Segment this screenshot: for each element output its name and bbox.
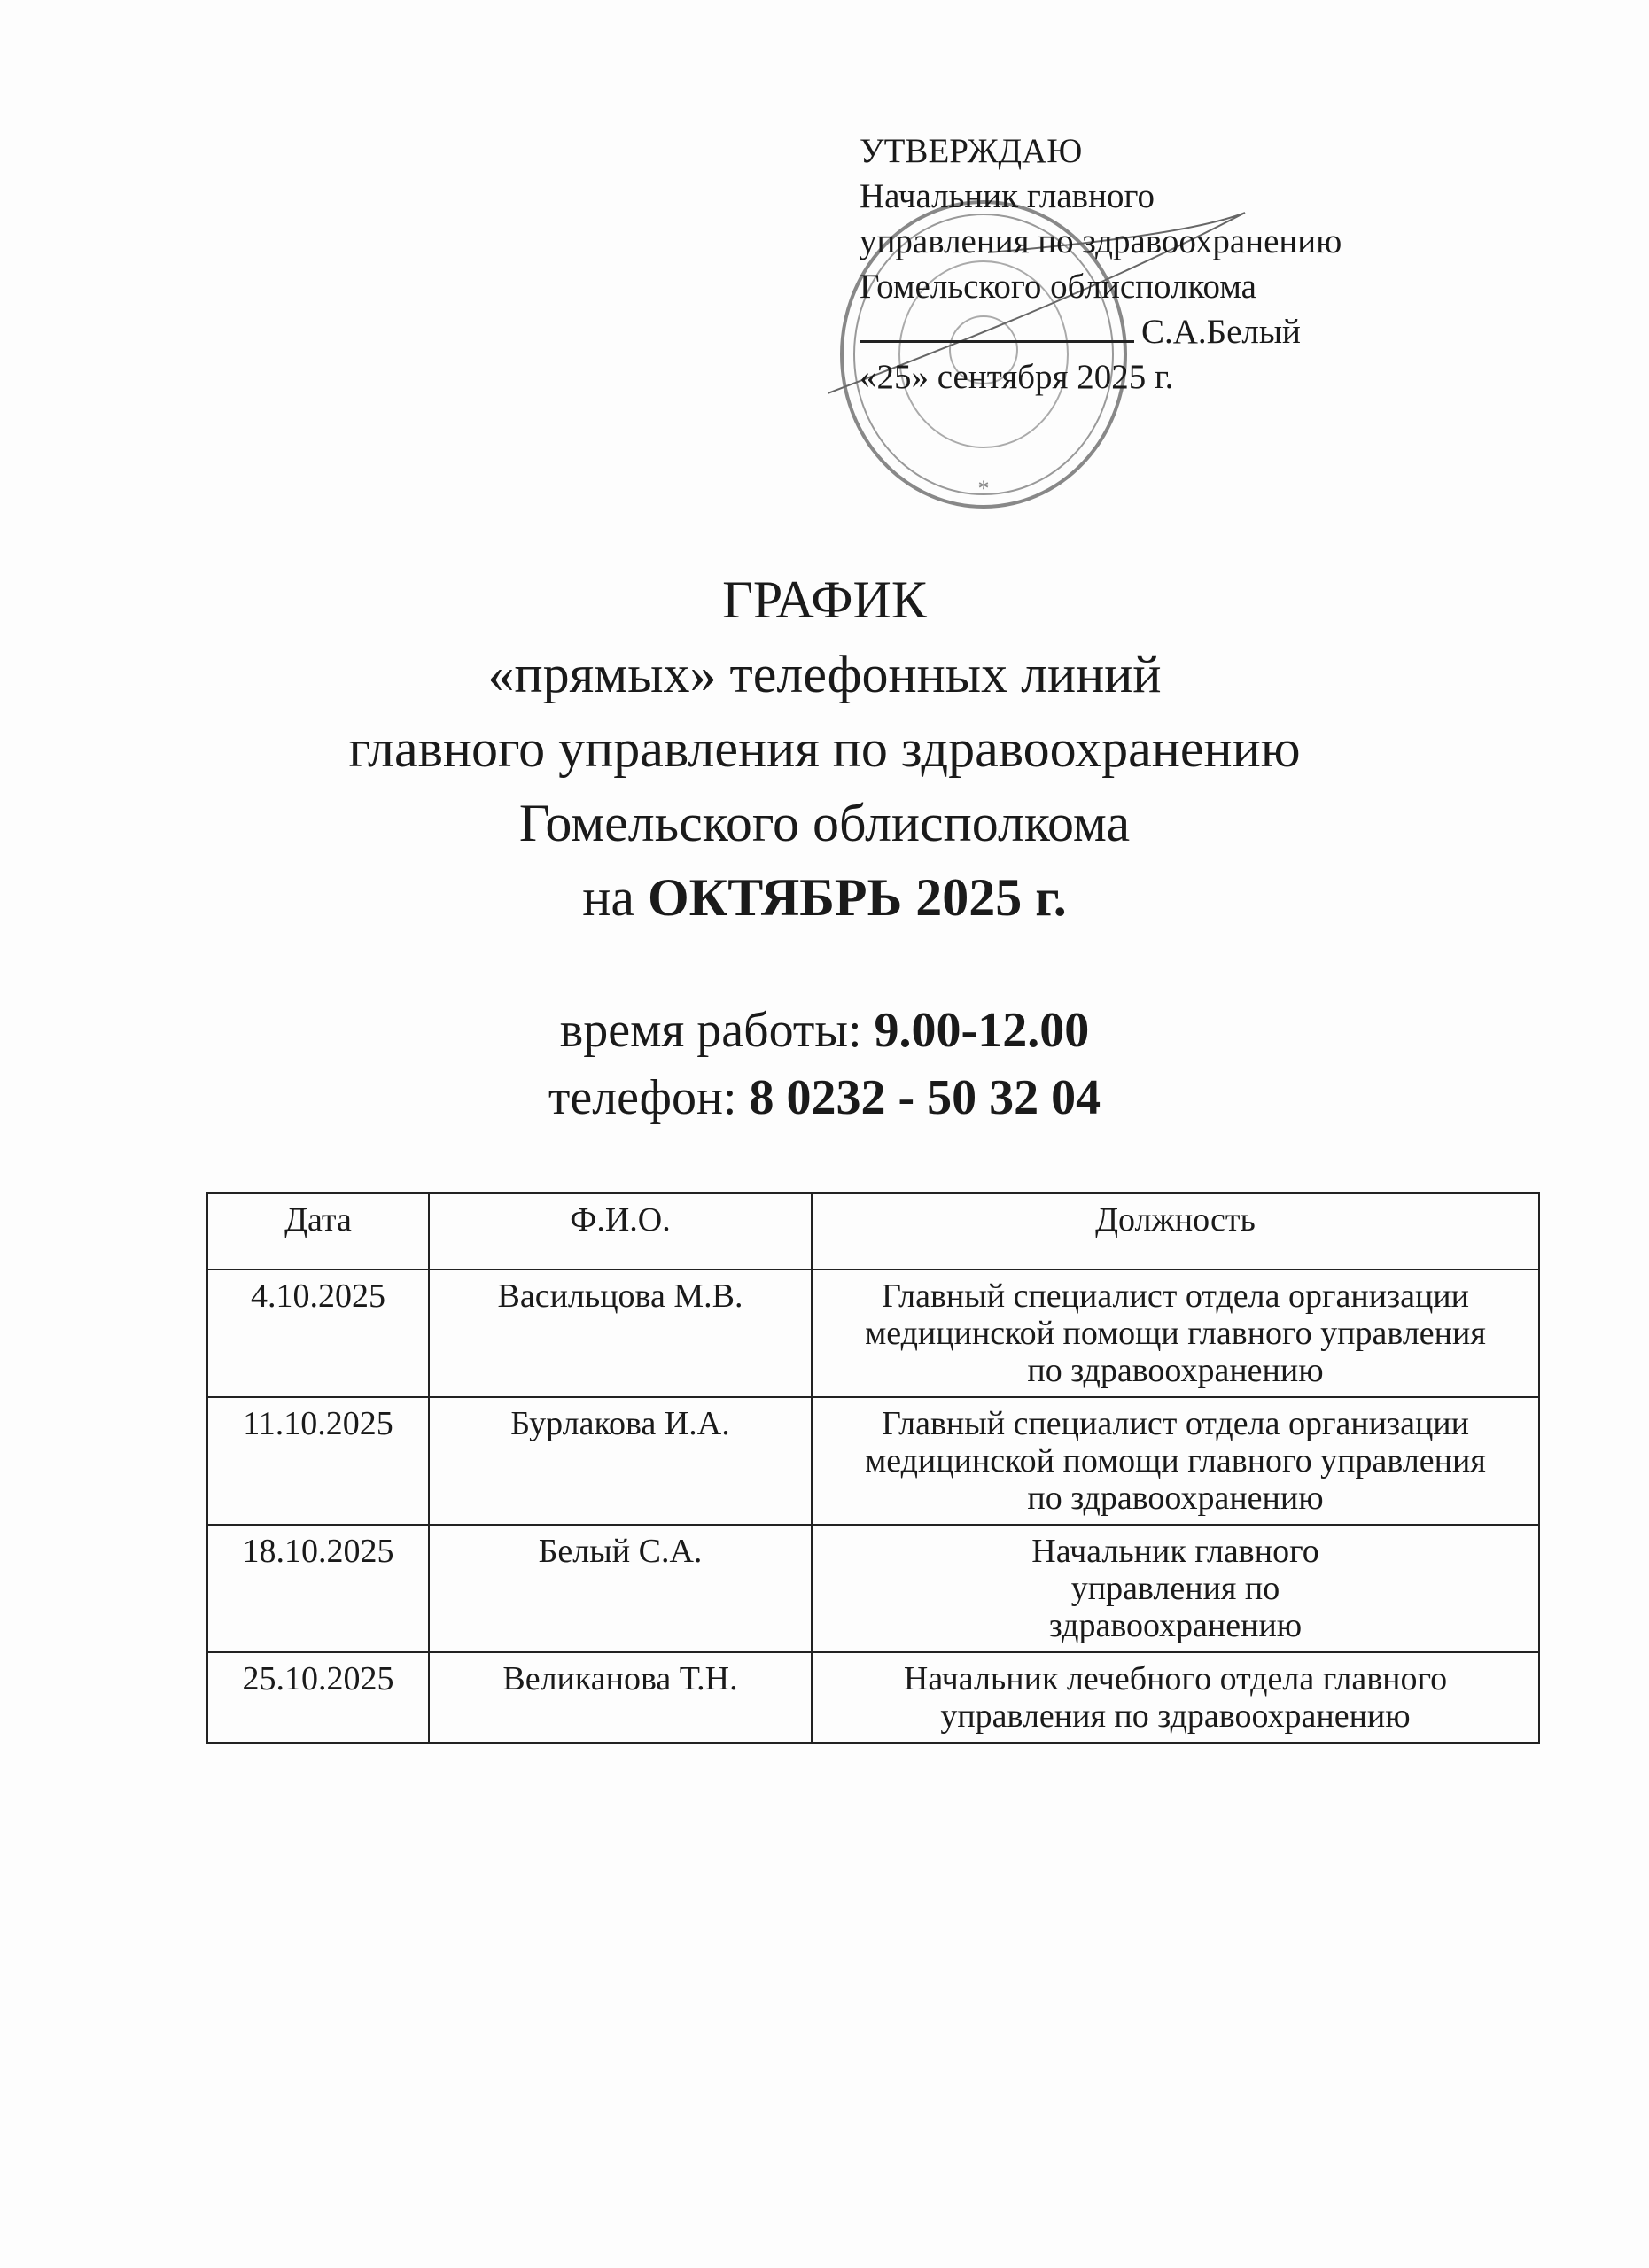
cell-name: Белый С.А.	[429, 1525, 812, 1652]
table-row	[207, 1270, 1539, 1397]
title-prefix: на	[582, 868, 649, 927]
title-line: Гомельского облисполкома	[518, 794, 1131, 852]
title-line: ГРАФИК	[722, 571, 927, 629]
title-month: ОКТЯБРЬ 2025 г.	[648, 868, 1067, 927]
approval-signer: С.А.Белый	[1141, 313, 1301, 351]
phone-label: телефон:	[548, 1070, 750, 1125]
phone-line	[0, 1064, 1649, 1131]
table-row	[207, 1397, 1539, 1525]
hours-label: время работы:	[559, 1003, 875, 1058]
hours-value: 9.00-12.00	[874, 1003, 1090, 1058]
title-month-line	[0, 860, 1649, 935]
cell-position: Главный специалист отдела организации медицинской помощи главного управления по здравоохранению	[812, 1397, 1539, 1525]
cell-date: 4.10.2025	[207, 1270, 429, 1397]
header-name: Ф.И.О.	[429, 1193, 812, 1270]
cell-date: 11.10.2025	[207, 1397, 429, 1525]
cell-name: Васильцова М.В.	[429, 1270, 812, 1397]
header-position: Должность	[812, 1193, 1539, 1270]
title-line: главного управления по здравоохранению	[348, 719, 1301, 778]
title-line: «прямых» телефонных линий	[487, 645, 1162, 703]
cell-position: Начальник лечебного отдела главного управления по здравоохранению	[812, 1652, 1539, 1743]
cell-name: Великанова Т.Н.	[429, 1652, 812, 1743]
table-row	[207, 1525, 1539, 1652]
document-title	[0, 563, 1649, 935]
approval-date: «25» сентября 2025 г.	[860, 358, 1174, 396]
cell-name: Бурлакова И.А.	[429, 1397, 812, 1525]
approval-line: Начальник главного	[860, 177, 1155, 215]
phone-value: 8 0232 - 50 32 04	[749, 1070, 1101, 1125]
signature-line	[860, 339, 1134, 343]
table-row	[207, 1652, 1539, 1743]
cell-position: Главный специалист отдела организации медицинской помощи главного управления по здравоохранению	[812, 1270, 1539, 1397]
table-header-row	[207, 1193, 1539, 1270]
hours-line	[0, 997, 1649, 1064]
approval-line: управления по здравоохранению	[860, 222, 1342, 260]
approval-heading: УТВЕРЖДАЮ	[860, 132, 1083, 170]
approval-block	[860, 128, 1342, 400]
cell-date: 18.10.2025	[207, 1525, 429, 1652]
cell-date: 25.10.2025	[207, 1652, 429, 1743]
schedule-table	[206, 1192, 1540, 1744]
header-date: Дата	[207, 1193, 429, 1270]
contact-info	[0, 997, 1649, 1131]
cell-position: Начальник главного управления по здравоохранению	[812, 1525, 1539, 1652]
approval-line: Гомельского облисполкома	[860, 268, 1256, 306]
svg-text:*: *	[977, 476, 990, 501]
